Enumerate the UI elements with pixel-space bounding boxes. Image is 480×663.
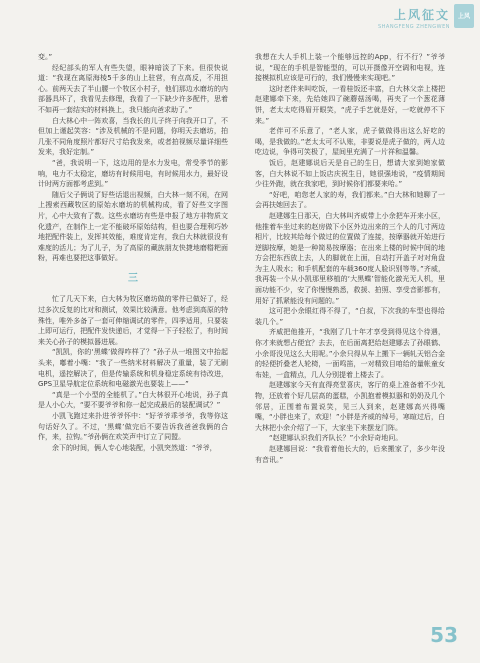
header-pinyin: SHANGFENG ZHENGWEN bbox=[377, 24, 450, 30]
right-column bbox=[255, 52, 445, 465]
paragraph: 赵建娜家今天有直得亮堂喜庆，客厅的桌上准备着不少礼物，还放着个好几层高的蛋糕，小凯抱着模拟器和奶奶及几个邻居，正围着布置说笑，见三人到来，赵建娜高兴得嘴嘴，“小胖也来了，欢迎！”小胖是齐威的绰号，寒暄过后，白大林把小余介绍了一下，大家坐下来摆龙门阵。 bbox=[255, 381, 445, 432]
section-mark: 三 bbox=[128, 272, 138, 284]
page-number: 53 bbox=[430, 623, 458, 647]
paragraph: 小凯飞跑过来扑进爷爷怀中：“好爷爷乖爷爷，我等你这句话好久了。不过，‘黑蝶’做完后不要告诉我爸爸我俩的合作，来，拉钩。”爷孙俩在欢笑声中订立了同盟。 bbox=[38, 412, 228, 442]
header-text bbox=[378, 6, 450, 30]
left-column bbox=[38, 52, 228, 453]
header-logo-icon bbox=[454, 4, 474, 28]
paragraph: “好吧，咱您老人家的寿，我们都来。”白大林和她聊了一会再扶她回去了。 bbox=[255, 190, 445, 210]
paragraph: “凯凯，你的‘黑蝶’做得咋样了？”孙子从一堆图文中抬起头来，嘟着小嘴：“我了一些纳米材料解决了重量，装了无刷电机，遥控解决了，但是传输系统和机身稳定系统有待改进，GPS卫星导航定位系统和电磁激光也要装上——” bbox=[38, 348, 228, 389]
page-header bbox=[0, 0, 480, 40]
paragraph: 变。” bbox=[38, 53, 53, 61]
paragraph: 忙了几天下来，白大林为牧区磨坊做的零件已做好了，经过多次反复的比对和测试，效果比较满意。他考虑到高原的特殊性，唯外多备了一套可伸缩调试的零件，四季适用，只要装上即可运行，把配件发快递后，才觉得一下子轻松了，有时间来关心孙子的模拟器进展。 bbox=[38, 295, 228, 346]
paragraph: 白大林心中一阵欢喜，当我长的儿子终于向我开口了，不但加上谨起笑容：“涉及机械的不是问题，你明天去磨坊，拍几张不同角度照片都好尺寸给我发来，或者拍视频尽量详细些发来，我好定制。” bbox=[38, 116, 228, 157]
paragraph: 余下的时间，俩人专心地装配，小凯突然道：“爷爷， bbox=[52, 443, 217, 452]
paragraph: 赵建娜生日那天，白大林叫齐威带上小余把车开来小区，他推着车坐过来的赵房做下小区外边出来的三个人的几寸两边相片，比较其给每个做过的位置做了连接，按摩器就开始进行逆脚按摩，她是一种简易按摩器；在出来上楼的时候中间的地方会把东西放上去，人的脚就在上面，自动打开盖子对对角盘为主人吸水；和手机配套的车载360度人脸识别等等。”齐威，我再装一个从小凯那里移植的‘大黑蝶’智能化激光无人机，里面功能不少，安了你慢慢熟悉，救援、拍照、享受音影都有，用好了抓紧能没有问题的。” bbox=[255, 211, 445, 305]
paragraph: 饭后，赵建娜说后天是自己的生日，想请大家到她家做客，白大林说不如上饭店庆祝生日，她很强地说，“疫情期间少往外跑，就在我家吧，到时候你们都要来哈。” bbox=[255, 158, 445, 189]
paragraph: “赵建娜认识我们齐队长？”小余好奇地问。 bbox=[269, 434, 403, 443]
paragraph: 这可把小余眼红得不得了，“白叔，下次我的车型也得给装几个。” bbox=[255, 307, 445, 326]
paragraph: “真是一个小型的全能机了。”白大林很开心地说，孙子真是人小心大，“要不要爷爷和你一起完成最后的装配调试？” bbox=[38, 390, 228, 410]
paragraph: 我想在大人手机上装一个能够远控的App，行不行？”爷爷说，“现在的手机是智能型的，可以开摄像开空调和电视，连接模拟机应该是可行的，我们慢慢来实现吧。” bbox=[255, 53, 445, 83]
paragraph: 随后父子俩说了好些话退出视频，白大林一刻不闲，在网上搜索西藏牧区的原始水磨坊的机械构成，看了好些文字图片，心中大致有了数。这些水磨坊有些是申报了地方非物质文化遗产，在制作上一定不能破坏原始结构，但也要合理利巧妙地把配件装上，发挥其效能，难度肯定有，我白大林就很没有难度的活儿；为了儿子，为了高原的藏族朋友快捷地磨糌粑面粉，再难也要把这事做好。 bbox=[38, 190, 228, 263]
paragraph: 齐威把他推开，“我刚了几十年才享受到得见这个待遇，你才来就想占便宜？去去，在后面离把给赵建娜去了孙眼鹤、小余哥没见这么大用呢。”小余只得从车上搬下一辆轧天铝合金的轻便折叠老人轮椅，一面鸣笛，一对精致目咱给的量帐童女布娃，一盒精点，几人分别提着上楼去了。 bbox=[255, 328, 445, 379]
header-logo-text: 上风 bbox=[458, 12, 471, 20]
header-title: 上风征文 bbox=[393, 8, 450, 22]
paragraph: “爸，我说明一下，这边用的是水力发电，常受季节的影响，电力不太稳定，磨坊有时候用电，有时候用水力，最好设计时两方面都考虑到。” bbox=[38, 158, 228, 189]
paragraph: 赵建娜回说：“我看着他长大的，后来搬家了，多少年没有音讯。” bbox=[255, 444, 445, 464]
paragraph: 经纪部头的军人有些失望，眼神暗淡了下来。但很快说道：“我现在离原海棱5千多的山上驻营，有点高反，不用担心。前两天去了半山腰一个牧区小村子，他们那边水磨坊的内部器具坏了，我看见去修理，我看了一下缺少许多配件，思着不如再一套结实的材料换上，我只能向爸求助了。” bbox=[38, 63, 228, 114]
paragraph: 老伴可不乐意了，“老人家，虎子做做得出这么好吃的喝，是我做的。”老太太可不认账，非要说是虎子做的，两人边吃边说，争得可笑极了，屋间里充满了一片祥和温馨。 bbox=[255, 127, 445, 157]
paragraph: 这时老伴来叫吃饭，一看桂饭还丰富，白大林父亲上楼把赵建娜牵下来，先给她四了碗蘑菇汤喝，再夹了一个葱花薄饼，老太太吃得眉开眼笑，“虎子手艺就是好，一吃就停不下来。” bbox=[255, 84, 445, 125]
